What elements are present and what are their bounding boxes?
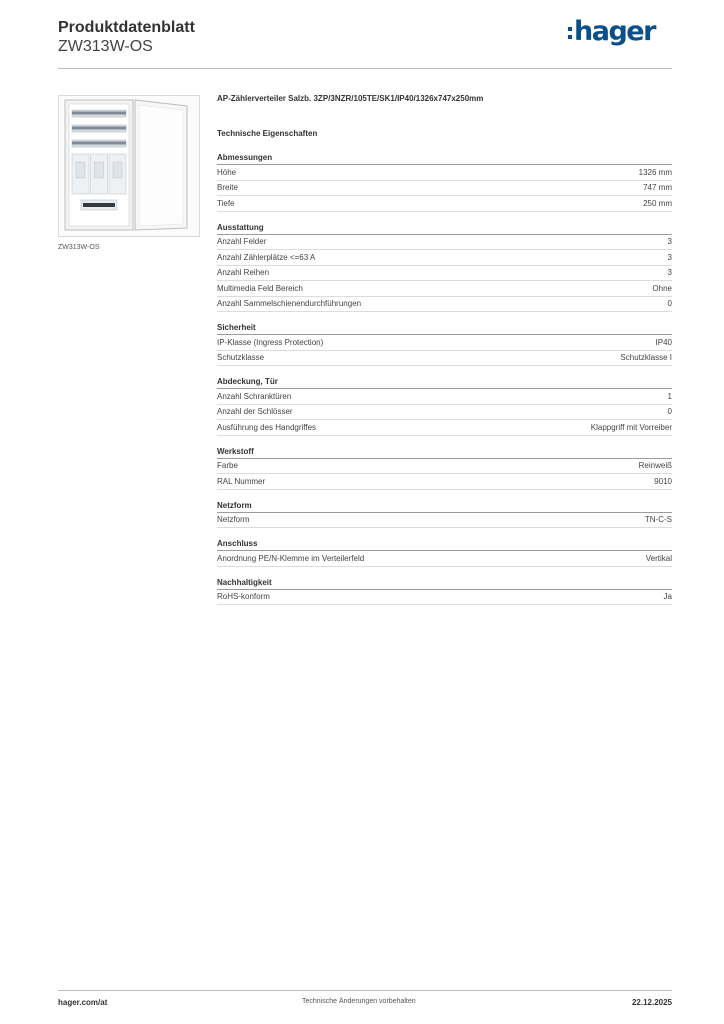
footer-divider (58, 990, 672, 991)
spec-section (217, 222, 672, 313)
footer-date: 22.12.2025 (631, 998, 672, 1007)
hager-logo[interactable] (568, 14, 655, 48)
spec-label: Schutzklasse (217, 353, 265, 363)
spec-label: Farbe (217, 461, 238, 471)
spec-label: RAL Nummer (217, 476, 266, 486)
section-heading: Nachhaltigkeit (217, 577, 672, 590)
spec-row (217, 420, 672, 436)
spec-value: Reinweiß (638, 461, 672, 471)
logo-text: hager (574, 15, 655, 47)
spec-value: 0 (667, 407, 672, 417)
spec-value: 3 (667, 252, 672, 262)
spec-label: Anzahl Schranktüren (217, 391, 292, 401)
spec-section (217, 152, 672, 212)
spec-row (217, 250, 672, 266)
product-code: ZW313W-OS (58, 38, 153, 55)
spec-section (217, 538, 672, 567)
section-heading: Abdeckung, Tür (217, 376, 672, 389)
spec-label: Multimedia Feld Bereich (217, 283, 303, 293)
spec-value: 3 (667, 268, 672, 278)
logo-dots-icon (568, 27, 572, 39)
section-heading: Anschluss (217, 538, 672, 551)
spec-row (217, 235, 672, 251)
spec-value: 1326 mm (638, 167, 672, 177)
spec-row (217, 474, 672, 490)
spec-label: RoHS-konform (217, 592, 270, 602)
spec-label: Tiefe (217, 198, 235, 208)
spec-value: Ohne (652, 283, 672, 293)
spec-label: Anzahl Zählerplätze <=63 A (217, 252, 316, 262)
section-heading: Werkstoff (217, 446, 672, 459)
spec-sheet (217, 92, 672, 605)
spec-row (217, 181, 672, 197)
spec-row (217, 351, 672, 367)
spec-section (217, 500, 672, 529)
spec-value: TN-C-S (644, 515, 672, 525)
spec-section (217, 322, 672, 366)
spec-label: Anzahl der Schlösser (217, 407, 293, 417)
spec-row (217, 266, 672, 282)
spec-value: Schutzklasse I (620, 353, 672, 363)
footer-website-link[interactable]: hager.com/at (58, 998, 108, 1007)
spec-row (217, 551, 672, 567)
spec-value: 250 mm (643, 198, 672, 208)
spec-label: IP-Klasse (Ingress Protection) (217, 337, 324, 347)
spec-row (217, 297, 672, 313)
spec-value: 1 (667, 391, 672, 401)
spec-label: Ausführung des Handgriffes (217, 422, 317, 432)
spec-value: 3 (667, 237, 672, 247)
spec-row (217, 513, 672, 529)
section-heading: Netzform (217, 500, 672, 513)
spec-row (217, 165, 672, 181)
spec-label: Anzahl Felder (217, 237, 267, 247)
spec-section (217, 376, 672, 436)
spec-label: Anordnung PE/N-Klemme im Verteilerfeld (217, 553, 365, 563)
spec-value: Ja (663, 592, 672, 602)
section-heading: Ausstattung (217, 222, 672, 235)
spec-section (217, 577, 672, 606)
spec-label: Höhe (217, 167, 237, 177)
header-divider (58, 68, 672, 69)
tech-heading: Technische Eigenschaften (217, 129, 318, 138)
spec-row (217, 590, 672, 606)
spec-section (217, 446, 672, 490)
spec-row (217, 405, 672, 421)
spec-row (217, 459, 672, 475)
spec-label: Breite (217, 183, 238, 193)
section-heading: Abmessungen (217, 152, 672, 165)
product-image (58, 95, 200, 237)
spec-row (217, 389, 672, 405)
spec-value: Klappgriff mit Vorreiber (590, 422, 672, 432)
spec-value: 747 mm (643, 183, 672, 193)
spec-row (217, 335, 672, 351)
footer-disclaimer: Technische Änderungen vorbehalten (302, 998, 416, 1005)
spec-sections (217, 152, 672, 605)
page-title: Produktdatenblatt (58, 19, 195, 36)
spec-row (217, 196, 672, 212)
spec-value: 9010 (654, 476, 672, 486)
spec-label: Anzahl Reihen (217, 268, 270, 278)
meter-cabinet-illustration (59, 96, 199, 236)
spec-value: IP40 (655, 337, 672, 347)
spec-label: Anzahl Sammelschienendurchführungen (217, 299, 362, 309)
section-heading: Sicherheit (217, 322, 672, 335)
spec-label: Netzform (217, 515, 250, 525)
product-title: AP-Zählerverteiler Salzb. 3ZP/3NZR/105TE/SK1/IP40/1326x747x250mm (217, 94, 484, 103)
image-caption: ZW313W-OS (58, 244, 100, 251)
spec-value: 0 (667, 299, 672, 309)
spec-row (217, 281, 672, 297)
spec-value: Vertikal (645, 553, 672, 563)
